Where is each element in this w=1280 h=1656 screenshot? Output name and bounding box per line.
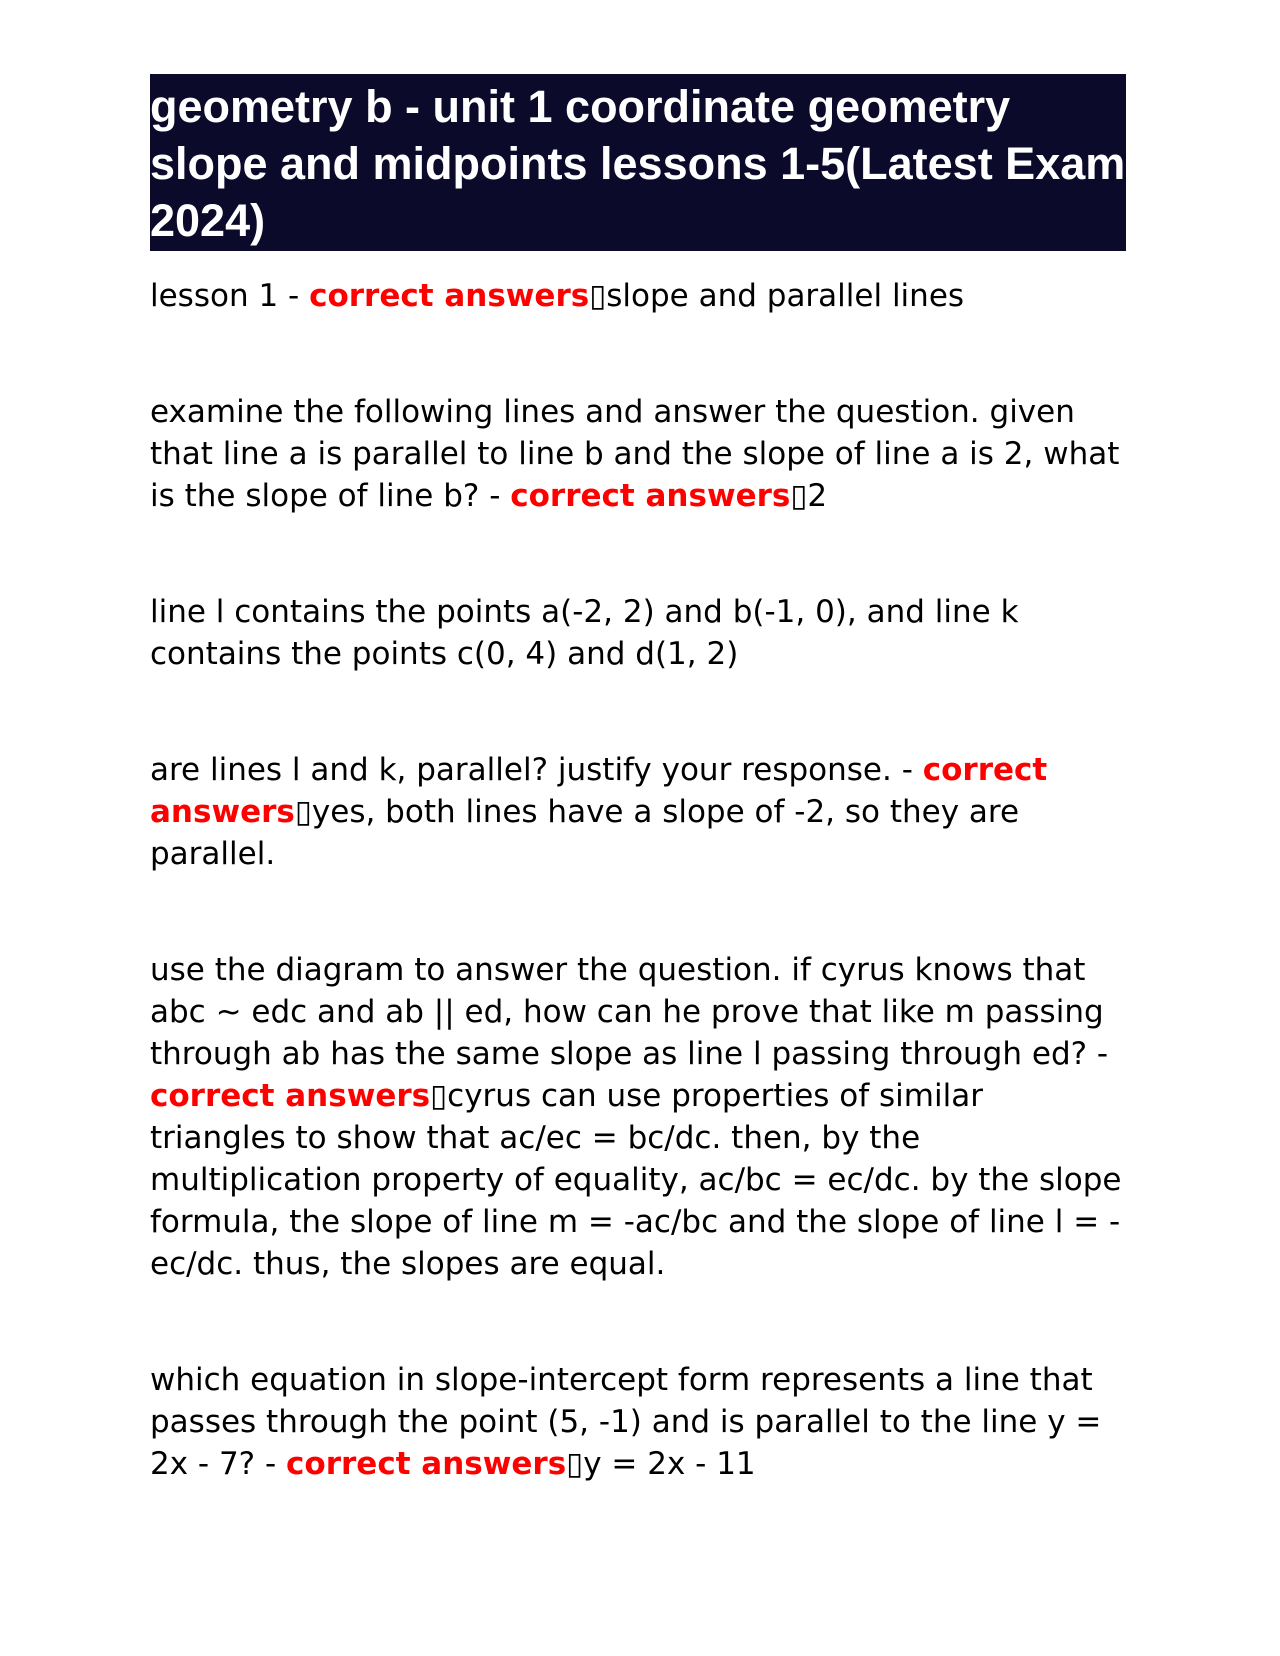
document-page (150, 74, 1126, 1485)
separator-box-icon: ▯ (790, 478, 808, 514)
separator-box-icon: ▯ (294, 794, 312, 830)
qa-item-6 (150, 1359, 1126, 1485)
answer-text: cyrus can use properties of similar triangles to show that ac/ec = bc/dc. then, by the multiplication property of equality, ac/bc = ec/dc. by the slope formula, the slope of line m = -ac/bc and the slope of line l = -ec/dc. thus, the slopes are equal. (150, 1078, 1122, 1282)
question-text: which equation in slope-intercept form represents a line that passes through the point (5, -1) and is parallel to the line y = 2x - 7? - (150, 1362, 1102, 1482)
qa-item-2 (150, 391, 1126, 517)
document-title: geometry b - unit 1 coordinate geometry slope and midpoints lessons 1-5(Latest Exam 2024) (150, 74, 1126, 251)
correct-answers-label: correct answers (309, 278, 590, 314)
question-text: line l contains the points a(-2, 2) and b(-1, 0), and line k contains the points c(0, 4) and d(1, 2) (150, 594, 1019, 672)
answer-text: yes, both lines have a slope of -2, so they are parallel. (150, 794, 1020, 872)
qa-item-4 (150, 749, 1126, 875)
question-text: examine the following lines and answer the question. given that line a is parallel to line b and the slope of line a is 2, what is the slope of line b? - (150, 394, 1120, 514)
answer-text: slope and parallel lines (606, 278, 965, 314)
qa-item-1 (150, 275, 1126, 317)
separator-box-icon: ▯ (589, 278, 607, 314)
separator-box-icon: ▯ (430, 1078, 448, 1114)
question-text: are lines l and k, parallel? justify your response. - (150, 752, 923, 788)
question-text: lesson 1 - (150, 278, 310, 314)
correct-answers-label: correct answers (286, 1446, 567, 1482)
separator-box-icon: ▯ (566, 1446, 584, 1482)
answer-text: y = 2x - 11 (583, 1446, 756, 1482)
qa-item-5 (150, 949, 1126, 1285)
correct-answers-label: correct answers (150, 752, 1048, 830)
correct-answers-label: correct answers (150, 1078, 431, 1114)
answer-text: 2 (807, 478, 828, 514)
qa-item-3 (150, 591, 1126, 675)
correct-answers-label: correct answers (510, 478, 791, 514)
question-text: use the diagram to answer the question. if cyrus knows that abc ~ edc and ab || ed, how can he prove that like m passing through ab has the same slope as line l passing through ed? - (150, 952, 1109, 1072)
